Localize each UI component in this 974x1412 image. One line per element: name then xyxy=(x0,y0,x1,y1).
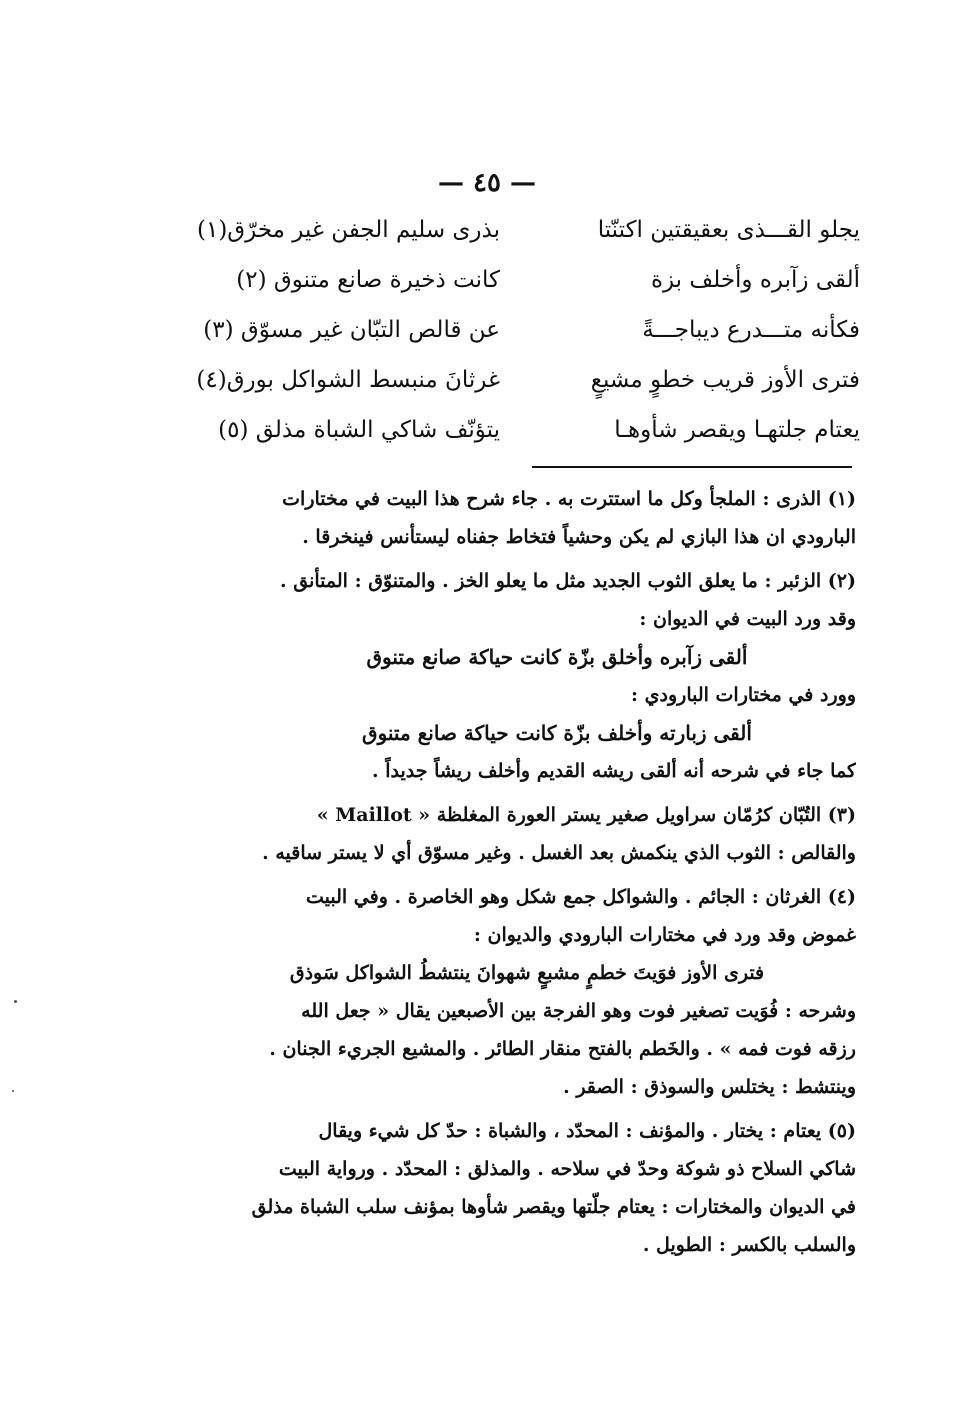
verse-first-hemistich: يجلو القـــذى بعقيقتين اكتنّتا xyxy=(597,217,860,243)
footnote-line: (١) الذرى : الملجأ وكل ما استترت به . جاء شرح هذا البيت في مختارات xyxy=(282,488,856,510)
scan-speck xyxy=(14,1000,17,1003)
verse-first-hemistich: فكأنه متـــدرع ديباجـــةً xyxy=(642,317,860,343)
footnote-line: وورد في مختارات البارودي : xyxy=(631,684,856,706)
footnote-1 xyxy=(198,480,856,556)
poem-verses xyxy=(196,205,860,455)
quoted-verse: فترى الأوز فوَيتَ خطمٍ مشبعٍ شهوانَ ينتشطُ الشواكل سَوذق xyxy=(289,962,765,984)
verse-line xyxy=(196,355,860,405)
footnote-5 xyxy=(198,1112,856,1264)
verse-second-hemistich: عن قالص التبّان غير مسوّق (٣) xyxy=(203,317,500,343)
scan-speck xyxy=(12,1090,14,1092)
verse-second-hemistich: غرثانَ منبسط الشواكل بورق(٤) xyxy=(196,367,500,393)
quoted-verse: ألقى زبارته وأخلف بزّة كانت حياكة صانع متنوق xyxy=(362,721,752,745)
footnote-line: غموض وقد ورد في مختارات البارودي والديوان : xyxy=(473,924,856,946)
footnote-line: وشرحه : فُوَيت تصغير فوت وهو الفرجة بين الأصبعين يقال « جعل الله xyxy=(301,1000,856,1022)
footnote-line: شاكي السلاح ذو شوكة وحدّ في سلاحه . والمذلق : المحدّد . ورواية البيت xyxy=(278,1158,856,1180)
verse-line xyxy=(196,205,860,255)
footnote-3 xyxy=(198,796,856,872)
footnote-line: البارودي ان هذا البازي لم يكن وحشياً فتخاط جفناه ليستأنس فينخرقا . xyxy=(302,526,856,548)
footnote-2 xyxy=(198,562,856,790)
footnote-line: وقد ورد البيت في الديوان : xyxy=(639,608,856,630)
footnote-line: رزقه فوت فمه » . والخَطم بالفتح منقار الطائر . والمشيع الجريء الجنان . xyxy=(269,1038,856,1060)
footnote-line: (٣) التُبّان كرُمّان سراويل صغير يستر العورة المغلظة « Maillot » xyxy=(316,804,856,826)
verse-line xyxy=(200,255,860,305)
footnote-line: (٢) الزئبر : ما يعلق الثوب الجديد مثل ما يعلو الخز . والمتنوّق : المتأنق . xyxy=(280,570,856,592)
verse-first-hemistich: ألقى زآبره وأخلف بزة xyxy=(650,267,860,293)
page-number: — ٤٥ — xyxy=(437,168,537,198)
verse-line xyxy=(200,305,860,355)
verse-second-hemistich: يتؤنّف شاكي الشباة مذلق (٥) xyxy=(218,417,500,443)
footnote-line: (٤) الغرثان : الجائم . والشواكل جمع شكل وهو الخاصرة . وفي البيت xyxy=(306,886,856,908)
verse-first-hemistich: يعتام جلتهـا ويقصر شأوهـا xyxy=(614,417,860,443)
footnote-4 xyxy=(198,878,856,1106)
footnote-line: والسلب بالكسر : الطويل . xyxy=(642,1234,856,1256)
verse-first-hemistich: فترى الأوز قريب خطوٍ مشيعٍ xyxy=(590,367,860,393)
footnote-line: وينتشط : يختلس والسوذق : الصقر . xyxy=(563,1076,856,1098)
footnote-line: (٥) يعتام : يختار . والمؤنف : المحدّد ، والشباة : حدّ كل شيء ويقال xyxy=(318,1120,856,1142)
quoted-verse: ألقى زآبره وأخلق بزّة كانت حياكة صانع متنوق xyxy=(366,645,748,669)
footnote-line: كما جاء في شرحه أنه ألقى ريشه القديم وأخلف ريشاً جديداً . xyxy=(372,760,856,782)
footnote-divider xyxy=(532,466,852,468)
footnote-line: والقالص : الثوب الذي ينكمش بعد الغسل . وغير مسوّق أي لا يستر ساقيه . xyxy=(262,842,856,864)
verse-line xyxy=(200,405,860,455)
footnotes xyxy=(198,480,856,1270)
footnote-line: في الديوان والمختارات : يعتام جلّتها ويقصر شأوها بمؤنف سلب الشباة مذلق xyxy=(251,1196,856,1218)
verse-second-hemistich: كانت ذخيرة صانع متنوق (٢) xyxy=(236,267,500,293)
verse-second-hemistich: بذرى سليم الجفن غير مخرّق(١) xyxy=(196,217,500,243)
